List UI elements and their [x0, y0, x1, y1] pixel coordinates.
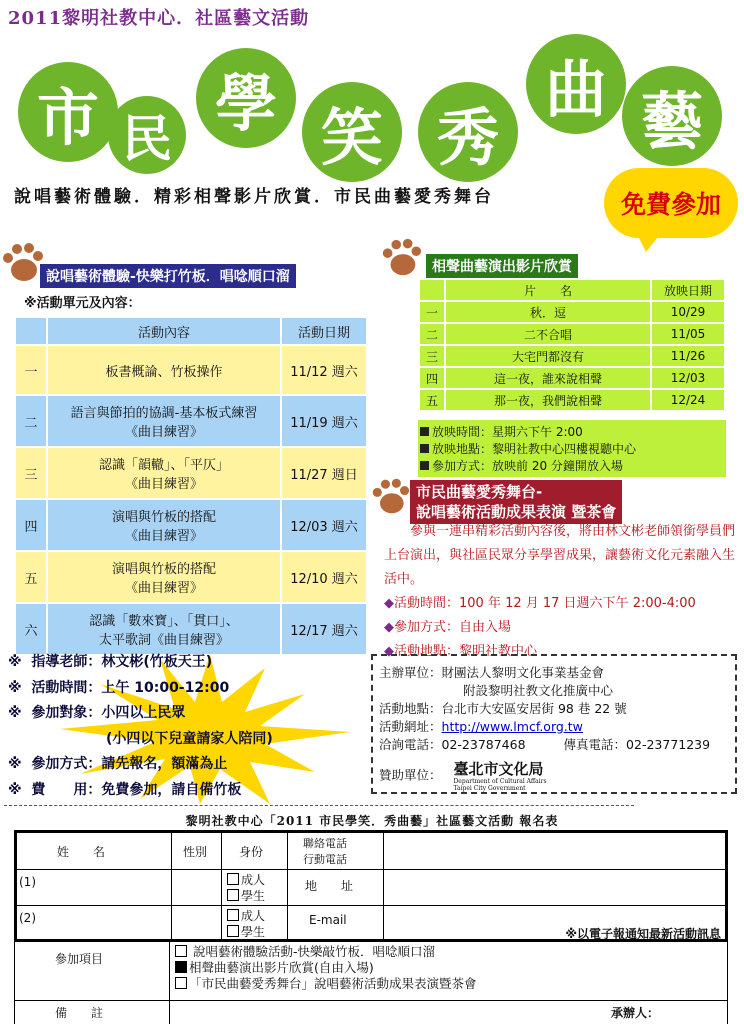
title-char-6: 曲 [526, 34, 626, 134]
registration-form [14, 830, 728, 942]
title-char-3: 學 [196, 48, 296, 148]
movies-table [418, 278, 726, 412]
activity-table [14, 316, 368, 656]
table-row: 六 認識「數來寶」、「貫口」、 太平歌詞《曲目練習》 12/17 週六 [15, 603, 367, 655]
email-note: ※以電子報通知最新活動訊息 [565, 927, 721, 941]
detail-method: 參加方式：請先報名，額滿為止 [31, 756, 228, 772]
title-char-7: 藝 [622, 66, 722, 166]
detail-time: 活動時間：上午 10:00-12:00 [31, 679, 230, 696]
detail-teacher: 指導老師：林文彬(竹板天王) [31, 654, 213, 670]
col-phone: 聯絡電話 行動電話 [303, 837, 347, 866]
title-char-5: 秀 [418, 82, 518, 182]
status-adult-2[interactable]: 成人 [227, 907, 265, 924]
free-badge-tail [636, 232, 662, 252]
header-cell [15, 317, 47, 345]
paw-icon [0, 240, 44, 284]
form-title: 黎明社教中心「2011 市民學笑．秀曲藝」社區藝文活動 報名表 [185, 814, 559, 828]
top-line: 2011黎明社教中心．社區藝文活動 [8, 8, 310, 29]
remarks-label: 備 註 [55, 1006, 104, 1020]
table-row: 四 演唱與竹板的搭配 《曲目練習》 12/03 週六 [15, 499, 367, 551]
table-row: 四 這一夜，誰來說相聲 12/03 [419, 367, 725, 389]
movies-info [418, 420, 726, 477]
organizer-box: 主辦單位：財團法人黎明文化事業基金會 附設黎明社教文化推廣中心 活動地點：台北市大安區安居街 98 巷 22 號 活動網址：http://www.lmcf.org.tw 洽詢電話：02-23787468 傳真電話：02-23771239 贊助單位： 臺北市文化局 Department of Cultural Affairs Taipei City Government [371, 654, 737, 794]
table-row: 二 二不合唱 11/05 [419, 323, 725, 345]
email-label: E-mail [309, 913, 347, 927]
free-badge: 免費參加 [604, 168, 738, 238]
address-label: 地 址 [305, 879, 354, 893]
row-1: (1) [19, 875, 36, 889]
showcase-desc: 參與一連串精彩活動內容後，將由林文彬老師領銜學員們上台演出，與社區民眾分享學習成果，讓藝術文化元素融入生活中。 ◆活動時間：100 年 12 月 17 日週六下午 2:00-4:00 ◆參加方式：自由入場 ◆活動地點：黎明社教中心 [384, 524, 736, 659]
showcase-time: 活動時間：100 年 12 月 17 日週六下午 2:00-4:00 [394, 596, 696, 611]
col-status: 身份 [239, 845, 264, 859]
status-student-2[interactable]: 學生 [227, 923, 265, 940]
col-name: 姓 名 [57, 845, 106, 859]
title-char-4: 笑 [302, 82, 402, 182]
table-row: 一 板書概論、竹板操作 11/12 週六 [15, 345, 367, 395]
table-row: 一 秋．逗 10/29 [419, 301, 725, 323]
movie-info-time: 放映時間：星期六下午 2:00 [432, 425, 583, 439]
status-adult-1[interactable]: 成人 [227, 871, 265, 888]
subtitle: 說唱藝術體驗．精彩相聲影片欣賞．市民曲藝愛秀舞台 [14, 187, 494, 207]
divider [4, 805, 634, 806]
col-gender: 性別 [183, 845, 208, 859]
movie-info-method: 參加方式：放映前 20 分鐘開放入場 [432, 459, 623, 473]
form-lower [14, 942, 728, 1024]
header-cell: 活動日期 [281, 317, 367, 345]
activity-title-bar: 說唱藝術體驗-快樂打竹板．唱唸順口溜 [40, 264, 296, 288]
table-row: 片 名 放映日期 [419, 279, 725, 301]
units-label: ※活動單元及內容： [24, 296, 141, 311]
status-student-1[interactable]: 學生 [227, 887, 265, 904]
movie-info-place: 放映地點：黎明社教中心四樓視聽中心 [432, 442, 637, 456]
website-link[interactable]: http://www.lmcf.org.tw [441, 719, 583, 734]
detail-target-note: (小四以下兒童請家人陪同) [106, 730, 273, 747]
movies-title-bar: 相聲曲藝演出影片欣賞 [426, 254, 578, 278]
details-list: ※ 指導老師：林文彬(竹板天王) ※ 活動時間：上午 10:00-12:00 ※ 參加對象：小四以上民眾 (小四以下兒童請家人陪同) ※ 參加方式：請先報名，額滿為止 ※ 費 用：免費參加，請自備竹板 [8, 654, 273, 798]
title-char-2: 民 [108, 96, 186, 174]
item-1[interactable]: 說唱藝術體驗活動-快樂敲竹板．唱唸順口溜 [175, 944, 477, 960]
header-cell: 活動內容 [47, 317, 281, 345]
detail-fee-label: 費 用： [31, 781, 102, 798]
table-row: 三 認識「韻轍」、「平仄」 《曲目練習》 11/27 週日 [15, 447, 367, 499]
sponsor-logo: 臺北市文化局 Department of Cultural Affairs Taipei City Government [453, 760, 547, 792]
showcase-place: 活動地點：黎明社教中心 [394, 644, 538, 659]
showcase-method: 參加方式：自由入場 [394, 620, 512, 635]
table-row: 五 演唱與竹板的搭配 《曲目練習》 12/10 週六 [15, 551, 367, 603]
items-label: 參加項目 [55, 952, 104, 966]
row-2: (2) [19, 911, 36, 925]
paw-icon [380, 236, 422, 278]
table-row: 五 那一夜，我們說相聲 12/24 [419, 389, 725, 411]
detail-target: 參加對象：小四以上民眾 [31, 705, 186, 721]
handler-label: 承辦人： [611, 1006, 660, 1020]
paw-icon [370, 476, 410, 516]
showcase-title: 市民曲藝愛秀舞台- 說唱藝術活動成果表演 暨茶會 [410, 480, 622, 524]
table-row: 二 語言與節拍的協調-基本板式練習 《曲目練習》 11/19 週六 [15, 395, 367, 447]
table-row: 三 大宅門都沒有 11/26 [419, 345, 725, 367]
title-char-1: 市 [18, 62, 118, 162]
item-2[interactable]: 相聲曲藝演出影片欣賞(自由入場) [175, 960, 477, 976]
detail-fee: 免費參加，請自備竹板 [101, 781, 242, 798]
item-3[interactable]: 「市民曲藝愛秀舞台」說唱藝術活動成果表演暨茶會 [175, 976, 477, 992]
